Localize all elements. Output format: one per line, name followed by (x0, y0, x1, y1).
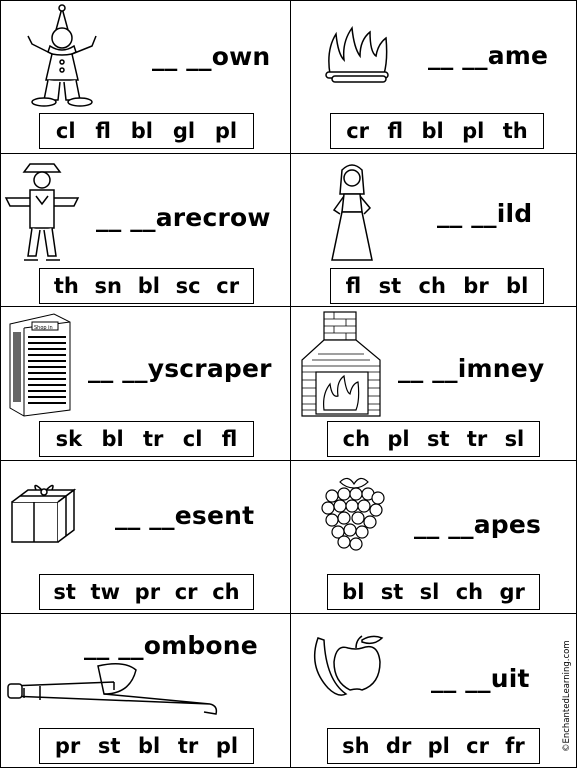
choice-option[interactable]: cr (466, 734, 489, 758)
choice-option[interactable]: tr (143, 427, 164, 451)
choice-option[interactable]: cl (55, 119, 76, 143)
choice-option[interactable]: br (463, 274, 489, 298)
grid-line (0, 613, 577, 614)
choice-option[interactable]: sn (94, 274, 122, 298)
choice-option[interactable]: tw (90, 580, 120, 604)
choice-option[interactable]: sk (55, 427, 83, 451)
word-fruit: __ __uit (431, 664, 530, 693)
choice-box (330, 268, 544, 304)
scarecrow-icon (2, 160, 82, 266)
choice-option[interactable]: bl (138, 734, 161, 758)
grid-line (0, 0, 577, 1)
grid-line (290, 0, 291, 768)
choice-option[interactable]: bl (342, 580, 365, 604)
choice-option[interactable]: ch (418, 274, 446, 298)
choice-option[interactable]: gl (172, 119, 196, 143)
choice-option[interactable]: pr (134, 580, 161, 604)
choice-option[interactable]: tr (466, 427, 488, 451)
choice-option[interactable]: st (378, 274, 402, 298)
choice-option[interactable]: ch (212, 580, 240, 604)
word-child: __ __ild (437, 199, 533, 228)
grid-line (0, 460, 577, 461)
choice-option[interactable]: ch (342, 427, 371, 451)
grid-line (0, 306, 577, 307)
choice-option[interactable]: st (97, 734, 121, 758)
choice-option[interactable]: th (53, 274, 79, 298)
choice-option[interactable]: pl (462, 119, 485, 143)
chimney-icon (298, 310, 384, 418)
word-clown: __ __own (152, 42, 271, 71)
choice-option[interactable]: th (502, 119, 528, 143)
choice-option[interactable]: cr (346, 119, 370, 143)
word-grapes: __ __apes (414, 510, 542, 539)
choice-box (327, 421, 540, 457)
choice-box (330, 113, 544, 149)
choice-box (39, 268, 254, 304)
choice-option[interactable]: sc (175, 274, 201, 298)
word-chimney: __ __imney (398, 354, 545, 383)
word-flame: __ __ame (428, 41, 549, 70)
choice-option[interactable]: st (53, 580, 76, 604)
trombone-icon (4, 660, 222, 722)
choice-option[interactable]: fl (387, 119, 404, 143)
skyscraper-icon (8, 310, 72, 418)
flame-icon (322, 26, 394, 84)
choice-option[interactable]: bl (506, 274, 529, 298)
word-skyscraper: __ __yscraper (88, 354, 272, 383)
choice-option[interactable]: fl (95, 119, 111, 143)
choice-option[interactable]: bl (101, 427, 124, 451)
choice-box (39, 574, 254, 610)
choice-option[interactable]: dr (385, 734, 412, 758)
choice-option[interactable]: pl (214, 119, 238, 143)
fruit-icon (306, 630, 396, 704)
choice-option[interactable]: cr (216, 274, 240, 298)
choice-option[interactable]: cl (182, 427, 203, 451)
choice-option[interactable]: sl (419, 580, 440, 604)
choice-box (39, 728, 254, 764)
present-icon (8, 480, 82, 544)
choice-option[interactable]: tr (177, 734, 199, 758)
choice-option[interactable]: bl (421, 119, 444, 143)
choice-option[interactable]: bl (130, 119, 153, 143)
choice-option[interactable]: bl (137, 274, 160, 298)
credit-text: ©EnchantedLearning.com (562, 640, 572, 752)
choice-option[interactable]: fl (345, 274, 362, 298)
clown-icon (14, 4, 134, 108)
choice-option[interactable]: pl (215, 734, 239, 758)
choice-option[interactable]: pr (54, 734, 81, 758)
choice-box (39, 421, 254, 457)
choice-option[interactable]: st (426, 427, 450, 451)
choice-option[interactable]: cr (174, 580, 198, 604)
choice-option[interactable]: pl (427, 734, 450, 758)
word-scarecrow: __ __arecrow (96, 203, 271, 232)
word-trombone: __ __ombone (84, 631, 258, 660)
choice-option[interactable]: st (380, 580, 404, 604)
choice-box (327, 728, 540, 764)
child-icon (324, 160, 380, 264)
choice-box (39, 113, 254, 149)
choice-option[interactable]: fr (505, 734, 525, 758)
choice-box (327, 574, 540, 610)
grid-line (0, 153, 577, 154)
choice-option[interactable]: sl (504, 427, 525, 451)
grapes-icon (318, 472, 390, 556)
grid-line (0, 0, 1, 768)
skyscraper-sign: Shop in (34, 325, 53, 331)
choice-option[interactable]: sh (342, 734, 370, 758)
choice-option[interactable]: gr (499, 580, 525, 604)
choice-option[interactable]: ch (455, 580, 484, 604)
word-present: __ __esent (115, 501, 255, 530)
choice-option[interactable]: pl (387, 427, 410, 451)
choice-option[interactable]: fl (221, 427, 238, 451)
